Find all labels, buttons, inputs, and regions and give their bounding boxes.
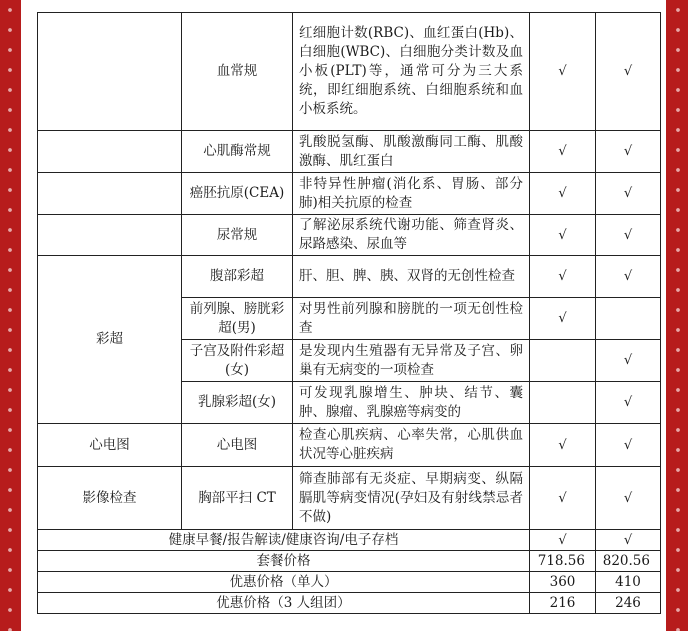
check-mark-icon: √ (596, 530, 661, 551)
table-row (38, 424, 661, 467)
discount-group-value-b: 246 (596, 593, 661, 614)
check-mark-icon: √ (530, 131, 596, 173)
discount-group-row (38, 593, 661, 614)
check-mark-icon: √ (530, 215, 596, 256)
description-cell: 肝、胆、脾、胰、双肾的无创性检查 (293, 256, 530, 298)
category-cell: 心电图 (38, 424, 182, 467)
item-cell: 胸部平扫 CT (182, 467, 293, 530)
category-cell-blank (38, 173, 182, 215)
item-cell: 腹部彩超 (182, 256, 293, 298)
price-value-a: 718.56 (530, 551, 596, 572)
category-cell-blood (38, 13, 182, 131)
border-pattern-right (668, 0, 688, 631)
check-mark-icon: √ (596, 467, 661, 530)
discount-single-label: 优惠价格（单人） (38, 572, 530, 593)
check-mark-icon: √ (596, 173, 661, 215)
category-cell-blank (38, 215, 182, 256)
table-row (38, 131, 661, 173)
check-mark-icon: √ (530, 298, 596, 340)
check-mark-icon: √ (530, 467, 596, 530)
price-label: 套餐价格 (38, 551, 530, 572)
discount-single-value-a: 360 (530, 572, 596, 593)
category-cell-blank (38, 131, 182, 173)
check-mark-icon: √ (596, 256, 661, 298)
discount-single-row (38, 572, 661, 593)
description-cell: 筛查肺部有无炎症、早期病变、纵隔膈肌等病变情况(孕妇及有射线禁忌者不做) (293, 467, 530, 530)
check-mark-icon: √ (596, 340, 661, 382)
item-cell: 子宫及附件彩超(女) (182, 340, 293, 382)
category-cell: 彩超 (38, 256, 182, 424)
table-row (38, 215, 661, 256)
discount-group-value-a: 216 (530, 593, 596, 614)
check-mark-icon: √ (596, 424, 661, 467)
item-cell: 乳腺彩超(女) (182, 382, 293, 424)
item-cell: 心电图 (182, 424, 293, 467)
table-row (38, 173, 661, 215)
check-mark-icon: √ (530, 173, 596, 215)
check-mark-icon: √ (596, 382, 661, 424)
item-cell: 心肌酶常规 (182, 131, 293, 173)
description-cell: 检查心肌疾病、心率失常，心肌供血状况等心脏疾病 (293, 424, 530, 467)
check-mark-icon: √ (530, 13, 596, 131)
description-cell: 红细胞计数(RBC)、血红蛋白(Hb)、白细胞(WBC)、白细胞分类计数及血小板(PLT)等，通常可分为三大系统，即红细胞系统、白细胞系统和血小板系统。 (293, 13, 530, 131)
price-value-b: 820.56 (596, 551, 661, 572)
content-panel (21, 0, 666, 631)
discount-single-value-b: 410 (596, 572, 661, 593)
table-row (38, 467, 661, 530)
description-cell: 非特异性肿瘤(消化系、胃肠、部分肺)相关抗原的检查 (293, 173, 530, 215)
check-mark-icon: √ (530, 530, 596, 551)
description-cell: 了解泌尿系统代谢功能、筛查肾炎、尿路感染、尿血等 (293, 215, 530, 256)
empty-check-cell (596, 298, 661, 340)
item-cell: 尿常规 (182, 215, 293, 256)
empty-check-cell (530, 340, 596, 382)
checkup-package-table (37, 12, 661, 614)
services-row (38, 530, 661, 551)
price-row (38, 551, 661, 572)
discount-group-label: 优惠价格（3 人组团） (38, 593, 530, 614)
check-mark-icon: √ (596, 215, 661, 256)
empty-check-cell (530, 382, 596, 424)
description-cell: 可发现乳腺增生、肿块、结节、囊肿、腺瘤、乳腺癌等病变的 (293, 382, 530, 424)
description-cell: 是发现内生殖器有无异常及子宫、卵巢有无病变的一项检查 (293, 340, 530, 382)
check-mark-icon: √ (530, 256, 596, 298)
check-mark-icon: √ (596, 131, 661, 173)
table-row (38, 256, 661, 298)
border-pattern-left (0, 0, 20, 631)
services-label: 健康早餐/报告解读/健康咨询/电子存档 (38, 530, 530, 551)
item-cell: 血常规 (182, 13, 293, 131)
table-row (38, 13, 661, 131)
description-cell: 对男性前列腺和膀胱的一项无创性检查 (293, 298, 530, 340)
description-cell: 乳酸脱氢酶、肌酸激酶同工酶、肌酸激酶、肌红蛋白 (293, 131, 530, 173)
item-cell: 前列腺、膀胱彩超(男) (182, 298, 293, 340)
item-cell: 癌胚抗原(CEA) (182, 173, 293, 215)
check-mark-icon: √ (596, 13, 661, 131)
category-cell: 影像检查 (38, 467, 182, 530)
check-mark-icon: √ (530, 424, 596, 467)
